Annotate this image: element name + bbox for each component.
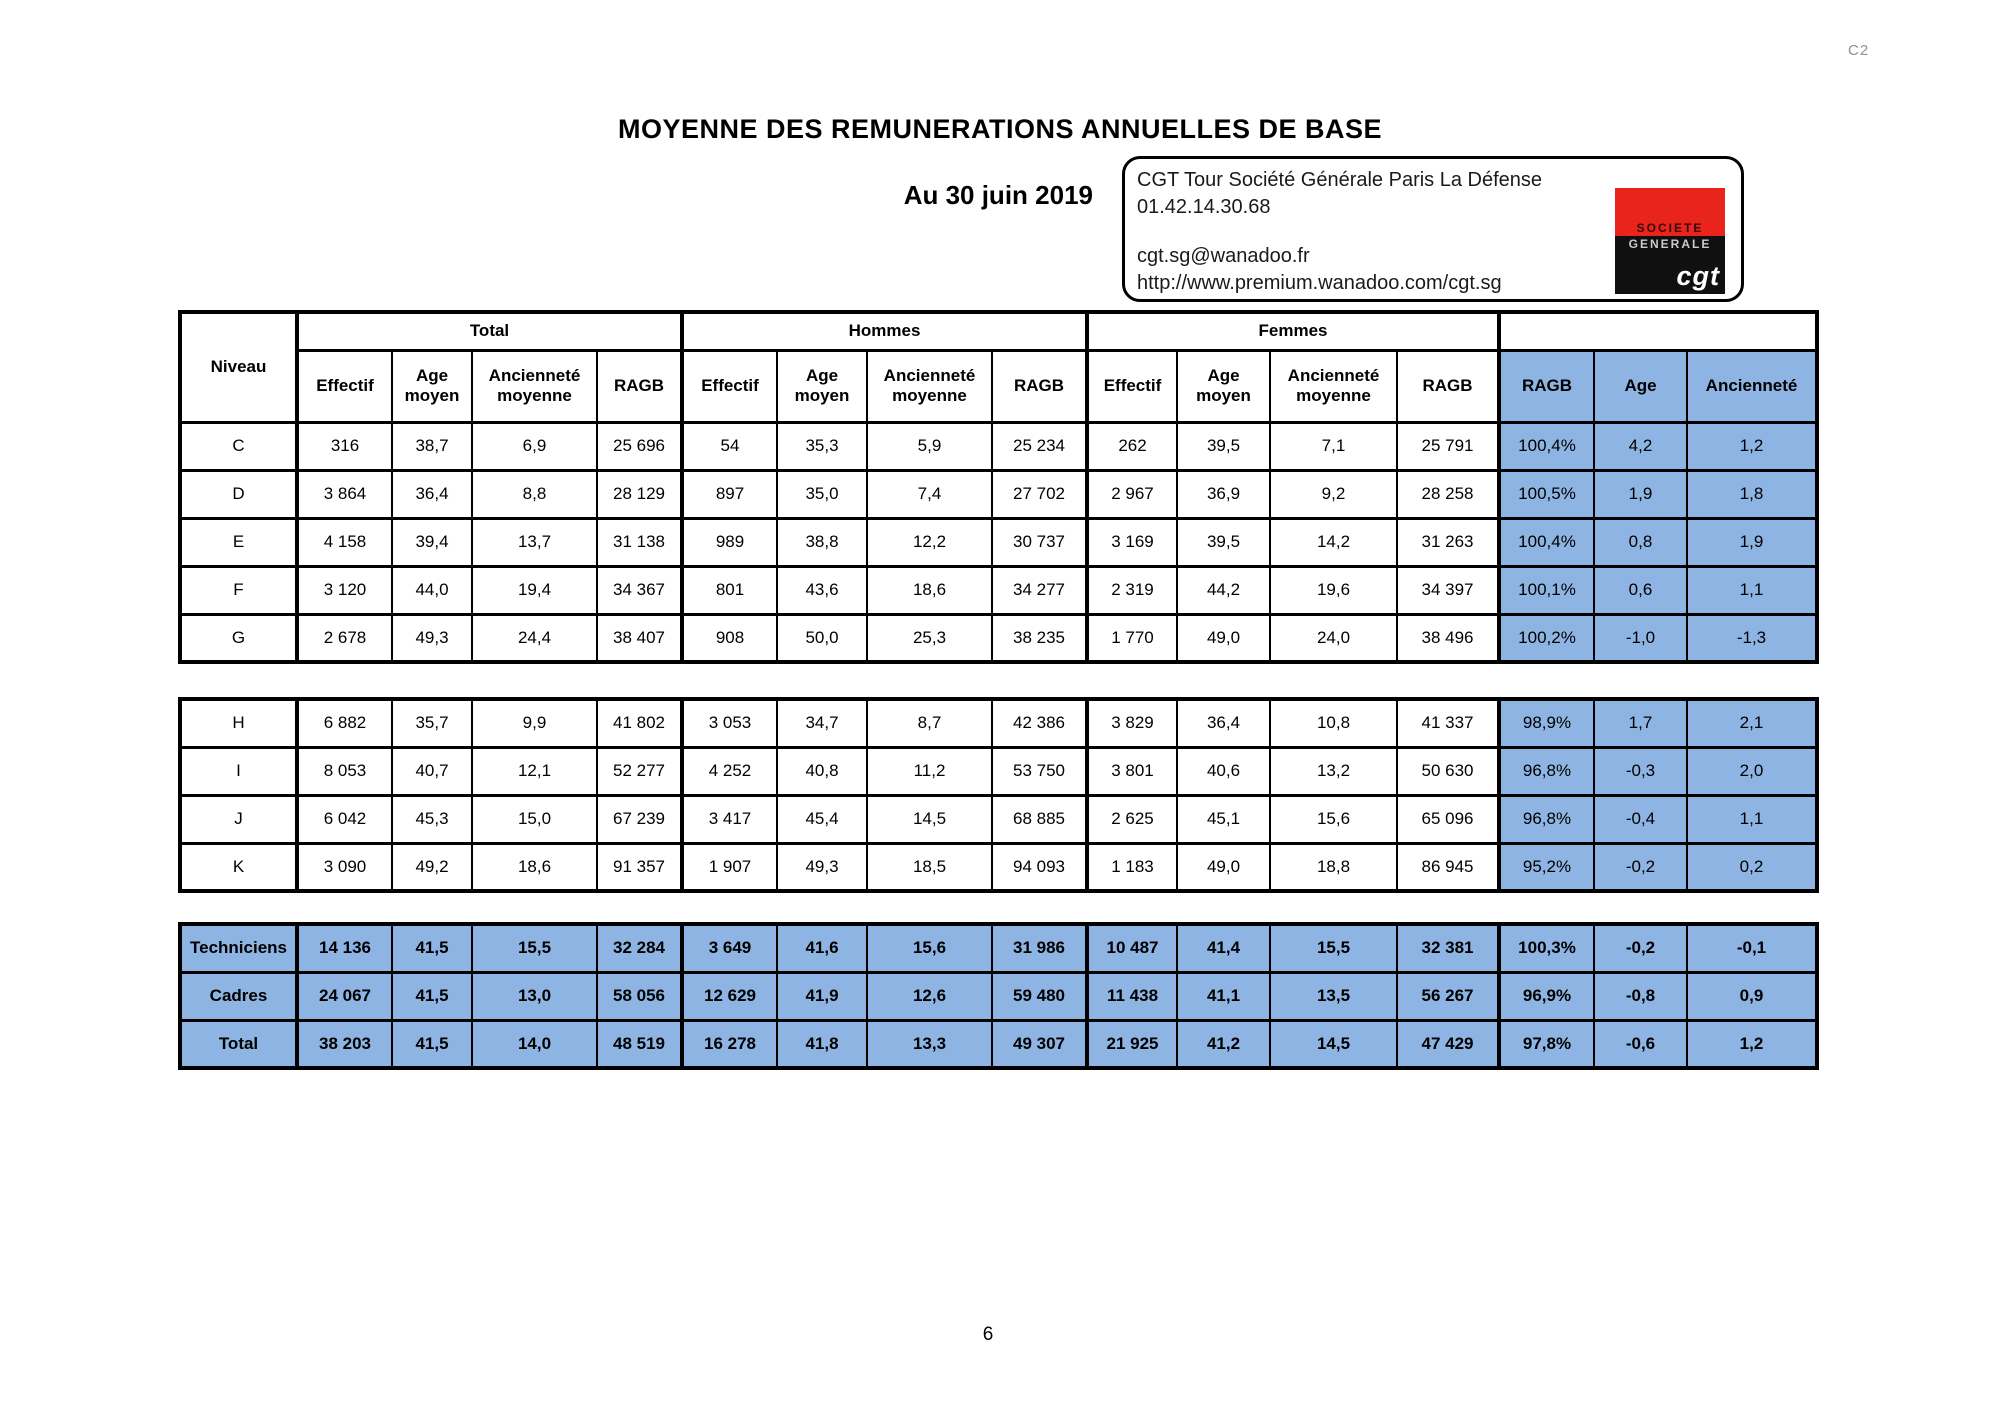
cell-total: 15,0 bbox=[472, 795, 597, 843]
cell-ecart: 1,2 bbox=[1687, 1020, 1817, 1068]
cell-hommes: 8,7 bbox=[867, 699, 992, 747]
cell-total: 13,7 bbox=[472, 518, 597, 566]
cell-total: 44,0 bbox=[392, 566, 472, 614]
row-label: I bbox=[180, 747, 297, 795]
header-hommes-effectif: Effectif bbox=[682, 350, 777, 422]
logo-black-block bbox=[1615, 236, 1725, 294]
contact-phone: 01.42.14.30.68 bbox=[1137, 196, 1271, 218]
cell-hommes: 59 480 bbox=[992, 972, 1087, 1020]
cell-ecart: 1,2 bbox=[1687, 422, 1817, 470]
cell-femmes: 86 945 bbox=[1397, 843, 1499, 891]
cell-total: 19,4 bbox=[472, 566, 597, 614]
cell-total: 18,6 bbox=[472, 843, 597, 891]
cell-ecart: 1,9 bbox=[1687, 518, 1817, 566]
cell-ecart: 1,1 bbox=[1687, 566, 1817, 614]
cell-hommes: 801 bbox=[682, 566, 777, 614]
header-femmes-effectif: Effectif bbox=[1087, 350, 1177, 422]
cell-femmes: 25 791 bbox=[1397, 422, 1499, 470]
header-hommes-ragb: RAGB bbox=[992, 350, 1087, 422]
row-label: D bbox=[180, 470, 297, 518]
cell-total: 6,9 bbox=[472, 422, 597, 470]
row-label: E bbox=[180, 518, 297, 566]
table-body-totaux bbox=[180, 924, 1817, 1068]
table-row-f bbox=[180, 566, 1817, 614]
cell-femmes: 34 397 bbox=[1397, 566, 1499, 614]
cell-ecart: -0,1 bbox=[1687, 924, 1817, 972]
cell-femmes: 28 258 bbox=[1397, 470, 1499, 518]
cell-total: 6 042 bbox=[297, 795, 392, 843]
cell-total: 34 367 bbox=[597, 566, 682, 614]
cell-femmes: 32 381 bbox=[1397, 924, 1499, 972]
cell-ecart: 4,2 bbox=[1594, 422, 1687, 470]
header-ecart-anciennete: Ancienneté bbox=[1687, 350, 1817, 422]
row-label: Total bbox=[180, 1020, 297, 1068]
cell-ecart: -0,2 bbox=[1594, 843, 1687, 891]
header-total-age-moyen: Age moyen bbox=[392, 350, 472, 422]
cell-ecart: -0,4 bbox=[1594, 795, 1687, 843]
cell-ecart: 100,4% bbox=[1499, 518, 1594, 566]
cell-femmes: 56 267 bbox=[1397, 972, 1499, 1020]
header-niveau: Niveau bbox=[180, 312, 297, 422]
cell-femmes: 3 829 bbox=[1087, 699, 1177, 747]
cell-femmes: 36,4 bbox=[1177, 699, 1270, 747]
cell-ecart: 100,4% bbox=[1499, 422, 1594, 470]
cell-total: 41,5 bbox=[392, 972, 472, 1020]
cell-total: 3 090 bbox=[297, 843, 392, 891]
cell-ecart: -0,3 bbox=[1594, 747, 1687, 795]
cell-hommes: 11,2 bbox=[867, 747, 992, 795]
cell-total: 3 864 bbox=[297, 470, 392, 518]
cell-hommes: 41,8 bbox=[777, 1020, 867, 1068]
cell-ecart: 1,9 bbox=[1594, 470, 1687, 518]
cell-ecart: 0,6 bbox=[1594, 566, 1687, 614]
contact-address: CGT Tour Société Générale Paris La Défense bbox=[1137, 169, 1543, 191]
row-label: G bbox=[180, 614, 297, 662]
cell-ecart: -0,6 bbox=[1594, 1020, 1687, 1068]
cell-femmes: 13,2 bbox=[1270, 747, 1397, 795]
header-hommes-age-moyen: Age moyen bbox=[777, 350, 867, 422]
cell-total: 36,4 bbox=[392, 470, 472, 518]
cell-hommes: 15,6 bbox=[867, 924, 992, 972]
cell-total: 41 802 bbox=[597, 699, 682, 747]
cell-hommes: 54 bbox=[682, 422, 777, 470]
cell-femmes: 65 096 bbox=[1397, 795, 1499, 843]
cell-femmes: 39,5 bbox=[1177, 422, 1270, 470]
cell-hommes: 5,9 bbox=[867, 422, 992, 470]
cell-total: 32 284 bbox=[597, 924, 682, 972]
contact-url: http://www.premium.wanadoo.com/cgt.sg bbox=[1137, 272, 1502, 294]
cell-femmes: 14,5 bbox=[1270, 1020, 1397, 1068]
table-row-cadres bbox=[180, 972, 1817, 1020]
contact-email: cgt.sg@wanadoo.fr bbox=[1137, 245, 1310, 267]
cell-hommes: 30 737 bbox=[992, 518, 1087, 566]
header-group-femmes: Femmes bbox=[1087, 312, 1499, 350]
cell-femmes: 21 925 bbox=[1087, 1020, 1177, 1068]
cell-hommes: 49,3 bbox=[777, 843, 867, 891]
cell-hommes: 3 417 bbox=[682, 795, 777, 843]
cell-total: 45,3 bbox=[392, 795, 472, 843]
cell-hommes: 18,5 bbox=[867, 843, 992, 891]
cell-hommes: 908 bbox=[682, 614, 777, 662]
cell-total: 39,4 bbox=[392, 518, 472, 566]
table-row-c bbox=[180, 422, 1817, 470]
cell-hommes: 94 093 bbox=[992, 843, 1087, 891]
cell-hommes: 35,3 bbox=[777, 422, 867, 470]
cell-ecart: 2,1 bbox=[1687, 699, 1817, 747]
cell-total: 12,1 bbox=[472, 747, 597, 795]
table-row-e bbox=[180, 518, 1817, 566]
header-group-hommes: Hommes bbox=[682, 312, 1087, 350]
cell-femmes: 13,5 bbox=[1270, 972, 1397, 1020]
cell-femmes: 2 967 bbox=[1087, 470, 1177, 518]
cell-ecart: 95,2% bbox=[1499, 843, 1594, 891]
cell-femmes: 39,5 bbox=[1177, 518, 1270, 566]
cell-femmes: 49,0 bbox=[1177, 843, 1270, 891]
remuneration-table-niveaux-h-k bbox=[178, 697, 1819, 893]
cell-hommes: 68 885 bbox=[992, 795, 1087, 843]
cell-total: 3 120 bbox=[297, 566, 392, 614]
cell-hommes: 14,5 bbox=[867, 795, 992, 843]
table-row-i bbox=[180, 747, 1817, 795]
cell-femmes: 40,6 bbox=[1177, 747, 1270, 795]
cell-total: 31 138 bbox=[597, 518, 682, 566]
cell-total: 49,3 bbox=[392, 614, 472, 662]
cell-ecart: 100,1% bbox=[1499, 566, 1594, 614]
cell-ecart: 98,9% bbox=[1499, 699, 1594, 747]
header-ecart-age: Age bbox=[1594, 350, 1687, 422]
row-label: Techniciens bbox=[180, 924, 297, 972]
cell-hommes: 41,6 bbox=[777, 924, 867, 972]
header-hommes-anciennete: Ancienneté moyenne bbox=[867, 350, 992, 422]
cell-ecart: 100,2% bbox=[1499, 614, 1594, 662]
cell-ecart: 2,0 bbox=[1687, 747, 1817, 795]
header-femmes-ragb: RAGB bbox=[1397, 350, 1499, 422]
cell-femmes: 24,0 bbox=[1270, 614, 1397, 662]
cell-total: 24 067 bbox=[297, 972, 392, 1020]
logo-cgt-label: cgt bbox=[1676, 261, 1720, 291]
cell-total: 38 407 bbox=[597, 614, 682, 662]
cell-total: 52 277 bbox=[597, 747, 682, 795]
cell-femmes: 41,2 bbox=[1177, 1020, 1270, 1068]
table-row-k bbox=[180, 843, 1817, 891]
cell-femmes: 1 183 bbox=[1087, 843, 1177, 891]
cell-femmes: 2 625 bbox=[1087, 795, 1177, 843]
header-total-ragb: RAGB bbox=[597, 350, 682, 422]
cell-hommes: 45,4 bbox=[777, 795, 867, 843]
cell-hommes: 25,3 bbox=[867, 614, 992, 662]
cell-femmes: 38 496 bbox=[1397, 614, 1499, 662]
cell-total: 38 203 bbox=[297, 1020, 392, 1068]
cell-ecart: 1,8 bbox=[1687, 470, 1817, 518]
table-row-total bbox=[180, 1020, 1817, 1068]
cell-ecart: 100,5% bbox=[1499, 470, 1594, 518]
cell-femmes: 10,8 bbox=[1270, 699, 1397, 747]
cell-ecart: 96,9% bbox=[1499, 972, 1594, 1020]
cell-femmes: 1 770 bbox=[1087, 614, 1177, 662]
cell-hommes: 4 252 bbox=[682, 747, 777, 795]
header-femmes-anciennete: Ancienneté moyenne bbox=[1270, 350, 1397, 422]
cell-femmes: 44,2 bbox=[1177, 566, 1270, 614]
cell-femmes: 41 337 bbox=[1397, 699, 1499, 747]
cell-femmes: 15,5 bbox=[1270, 924, 1397, 972]
cell-femmes: 15,6 bbox=[1270, 795, 1397, 843]
cell-femmes: 41,1 bbox=[1177, 972, 1270, 1020]
cell-ecart: -0,2 bbox=[1594, 924, 1687, 972]
cell-hommes: 12,2 bbox=[867, 518, 992, 566]
cell-femmes: 47 429 bbox=[1397, 1020, 1499, 1068]
cell-hommes: 34 277 bbox=[992, 566, 1087, 614]
cell-total: 13,0 bbox=[472, 972, 597, 1020]
cell-hommes: 35,0 bbox=[777, 470, 867, 518]
cell-ecart: -1,3 bbox=[1687, 614, 1817, 662]
cell-hommes: 25 234 bbox=[992, 422, 1087, 470]
cell-femmes: 50 630 bbox=[1397, 747, 1499, 795]
table-row-j bbox=[180, 795, 1817, 843]
table-row-h bbox=[180, 699, 1817, 747]
header-group-total: Total bbox=[297, 312, 682, 350]
header-spacer bbox=[1499, 312, 1817, 350]
row-label: K bbox=[180, 843, 297, 891]
cell-total: 15,5 bbox=[472, 924, 597, 972]
row-label: F bbox=[180, 566, 297, 614]
cell-total: 14 136 bbox=[297, 924, 392, 972]
cell-total: 48 519 bbox=[597, 1020, 682, 1068]
cell-hommes: 13,3 bbox=[867, 1020, 992, 1068]
cell-hommes: 38,8 bbox=[777, 518, 867, 566]
cell-total: 58 056 bbox=[597, 972, 682, 1020]
cell-femmes: 262 bbox=[1087, 422, 1177, 470]
cell-femmes: 11 438 bbox=[1087, 972, 1177, 1020]
cell-hommes: 53 750 bbox=[992, 747, 1087, 795]
cell-hommes: 12,6 bbox=[867, 972, 992, 1020]
row-label: H bbox=[180, 699, 297, 747]
logo-brand-top-label: SOCIETE bbox=[1636, 221, 1704, 235]
cell-femmes: 7,1 bbox=[1270, 422, 1397, 470]
cell-ecart: 1,1 bbox=[1687, 795, 1817, 843]
cell-hommes: 31 986 bbox=[992, 924, 1087, 972]
cell-total: 40,7 bbox=[392, 747, 472, 795]
cell-total: 67 239 bbox=[597, 795, 682, 843]
cell-hommes: 3 053 bbox=[682, 699, 777, 747]
header-total-effectif: Effectif bbox=[297, 350, 392, 422]
cell-hommes: 16 278 bbox=[682, 1020, 777, 1068]
cell-hommes: 989 bbox=[682, 518, 777, 566]
cell-femmes: 45,1 bbox=[1177, 795, 1270, 843]
cell-hommes: 38 235 bbox=[992, 614, 1087, 662]
cell-ecart: 96,8% bbox=[1499, 795, 1594, 843]
cell-femmes: 49,0 bbox=[1177, 614, 1270, 662]
logo-red-block bbox=[1615, 188, 1725, 236]
table-body-niveaux-h-k bbox=[180, 699, 1817, 891]
cell-total: 38,7 bbox=[392, 422, 472, 470]
cell-hommes: 18,6 bbox=[867, 566, 992, 614]
cell-ecart: -1,0 bbox=[1594, 614, 1687, 662]
cell-total: 24,4 bbox=[472, 614, 597, 662]
cell-femmes: 10 487 bbox=[1087, 924, 1177, 972]
cell-total: 2 678 bbox=[297, 614, 392, 662]
table-body-niveaux-c-g bbox=[180, 422, 1817, 662]
cell-femmes: 3 801 bbox=[1087, 747, 1177, 795]
cell-ecart: 0,8 bbox=[1594, 518, 1687, 566]
cell-total: 4 158 bbox=[297, 518, 392, 566]
cell-hommes: 43,6 bbox=[777, 566, 867, 614]
cell-ecart: 0,9 bbox=[1687, 972, 1817, 1020]
cell-total: 28 129 bbox=[597, 470, 682, 518]
cell-femmes: 19,6 bbox=[1270, 566, 1397, 614]
cell-ecart: -0,8 bbox=[1594, 972, 1687, 1020]
cell-total: 91 357 bbox=[597, 843, 682, 891]
corner-mark: C2 bbox=[1848, 42, 1870, 59]
cell-total: 6 882 bbox=[297, 699, 392, 747]
cell-hommes: 12 629 bbox=[682, 972, 777, 1020]
cell-hommes: 49 307 bbox=[992, 1020, 1087, 1068]
cell-hommes: 41,9 bbox=[777, 972, 867, 1020]
logo-brand-bottom-label: GENERALE bbox=[1628, 237, 1712, 251]
cell-femmes: 31 263 bbox=[1397, 518, 1499, 566]
cell-total: 9,9 bbox=[472, 699, 597, 747]
cell-hommes: 897 bbox=[682, 470, 777, 518]
cell-total: 41,5 bbox=[392, 1020, 472, 1068]
cell-hommes: 7,4 bbox=[867, 470, 992, 518]
page-number: 6 bbox=[982, 1324, 994, 1345]
cell-hommes: 40,8 bbox=[777, 747, 867, 795]
row-label: Cadres bbox=[180, 972, 297, 1020]
cell-hommes: 42 386 bbox=[992, 699, 1087, 747]
cell-total: 8,8 bbox=[472, 470, 597, 518]
cell-hommes: 27 702 bbox=[992, 470, 1087, 518]
cell-total: 49,2 bbox=[392, 843, 472, 891]
header-ecart-ragb: RAGB bbox=[1499, 350, 1594, 422]
cell-hommes: 50,0 bbox=[777, 614, 867, 662]
cell-total: 316 bbox=[297, 422, 392, 470]
row-label: C bbox=[180, 422, 297, 470]
cell-total: 14,0 bbox=[472, 1020, 597, 1068]
cell-hommes: 1 907 bbox=[682, 843, 777, 891]
cell-femmes: 18,8 bbox=[1270, 843, 1397, 891]
cell-total: 41,5 bbox=[392, 924, 472, 972]
cell-femmes: 2 319 bbox=[1087, 566, 1177, 614]
cell-femmes: 14,2 bbox=[1270, 518, 1397, 566]
cell-hommes: 34,7 bbox=[777, 699, 867, 747]
cell-hommes: 3 649 bbox=[682, 924, 777, 972]
remuneration-table-niveaux-c-g bbox=[178, 310, 1819, 664]
societe-generale-cgt-logo bbox=[1615, 188, 1725, 294]
cell-ecart: 1,7 bbox=[1594, 699, 1687, 747]
header-total-anciennete: Ancienneté moyenne bbox=[472, 350, 597, 422]
table-row-g bbox=[180, 614, 1817, 662]
table-row-techniciens bbox=[180, 924, 1817, 972]
cell-total: 25 696 bbox=[597, 422, 682, 470]
cell-femmes: 9,2 bbox=[1270, 470, 1397, 518]
cgt-contact-box bbox=[1122, 156, 1744, 302]
cell-ecart: 96,8% bbox=[1499, 747, 1594, 795]
row-label: J bbox=[180, 795, 297, 843]
cell-femmes: 3 169 bbox=[1087, 518, 1177, 566]
cell-ecart: 0,2 bbox=[1687, 843, 1817, 891]
cell-total: 8 053 bbox=[297, 747, 392, 795]
table-row-d bbox=[180, 470, 1817, 518]
remuneration-table-totaux bbox=[178, 922, 1819, 1070]
cell-femmes: 41,4 bbox=[1177, 924, 1270, 972]
cell-total: 35,7 bbox=[392, 699, 472, 747]
header-femmes-age-moyen: Age moyen bbox=[1177, 350, 1270, 422]
cell-ecart: 100,3% bbox=[1499, 924, 1594, 972]
page-title: MOYENNE DES REMUNERATIONS ANNUELLES DE BASE bbox=[617, 114, 1383, 144]
cell-femmes: 36,9 bbox=[1177, 470, 1270, 518]
date-subtitle: Au 30 juin 2019 bbox=[903, 180, 1093, 210]
cell-ecart: 97,8% bbox=[1499, 1020, 1594, 1068]
